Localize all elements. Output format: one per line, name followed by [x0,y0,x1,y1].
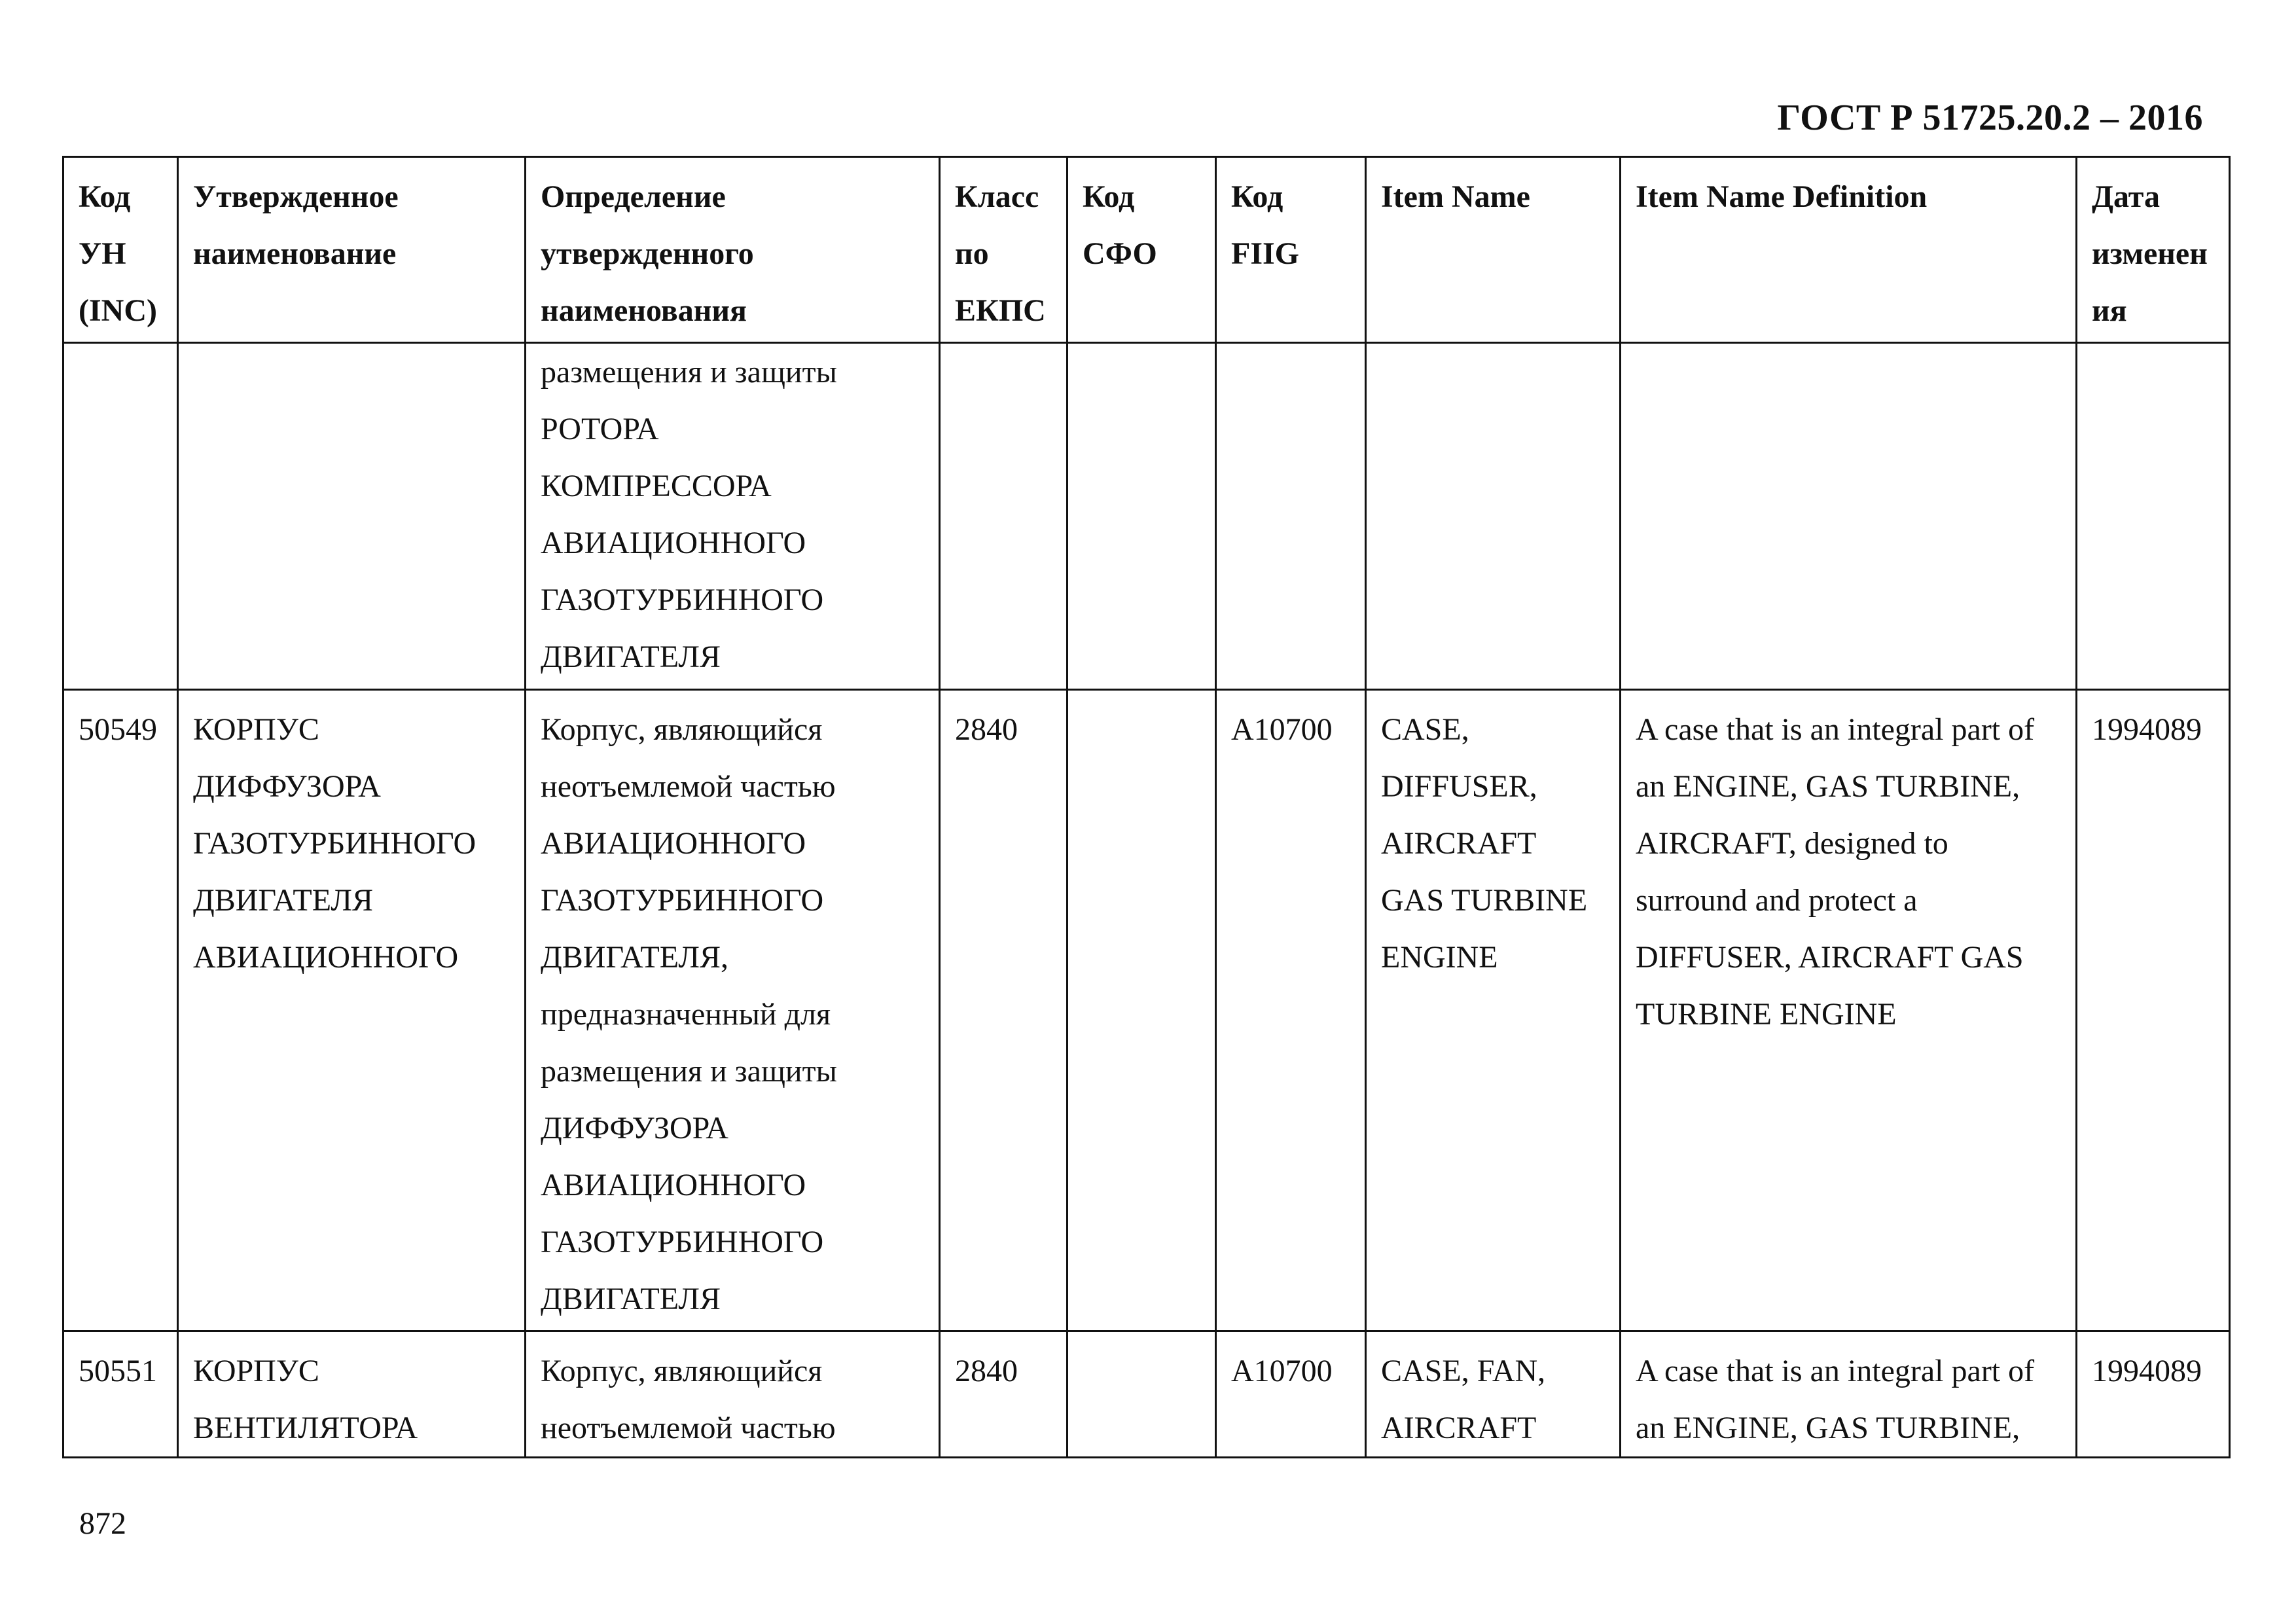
cell-text: an ENGINE, GAS TURBINE, [1636,769,2020,804]
cell-text: АВИАЦИОННОГО [193,940,459,975]
cell-change-date [2077,343,2230,690]
cell-text: КОРПУС [193,1354,319,1388]
cell-text: ДВИГАТЕЛЯ [541,1282,721,1316]
cell-text: an ENGINE, GAS TURBINE, [1636,1411,2020,1445]
header-text: СФО [1083,236,1157,271]
cell-sfo [1067,343,1216,690]
header-text: ия [2092,293,2127,328]
cell-definition [526,1331,940,1458]
cell-text: CASE, FAN, [1381,1354,1546,1388]
cell-text: ГАЗОТУРБИННОГО [541,583,824,617]
cell-text: размещения и защиты [541,1054,837,1089]
cell-text: AIRCRAFT, designed to [1636,826,1948,861]
cell-inc [63,343,178,690]
cell-text: 2840 [955,1354,1018,1388]
header-text: УН [79,236,126,271]
cell-text: ДВИГАТЕЛЯ [193,883,373,918]
cell-text: CASE, [1381,712,1469,747]
cell-text: A case that is an integral part of [1636,1354,2035,1388]
cell-text: ГАЗОТУРБИННОГО [193,826,476,861]
cell-text: КОРПУС [193,712,319,747]
header-cell-fiig [1216,157,1366,343]
cell-text: АВИАЦИОННОГО [541,826,806,861]
cell-text: surround and protect a [1636,883,1918,918]
cell-text: A10700 [1231,1354,1333,1388]
cell-text: ГАЗОТУРБИННОГО [541,1225,824,1259]
header-cell-item-name-definition [1621,157,2077,343]
cell-text: 1994089 [2092,712,2202,747]
header-text: Item Name Definition [1636,179,1928,214]
cell-definition [526,343,940,690]
cell-text: ДИФФУЗОРА [193,769,381,804]
table-row [63,343,2230,690]
cell-fiig [1216,690,1366,1331]
cell-name [178,343,526,690]
header-text: утвержденного [541,236,754,271]
cell-fiig [1216,1331,1366,1458]
cell-text: AIRCRAFT [1381,1411,1537,1445]
header-cell-sfo [1067,157,1216,343]
cell-text: DIFFUSER, AIRCRAFT GAS [1636,940,2024,975]
header-text: изменен [2092,236,2208,271]
cell-text: РОТОРА [541,412,659,446]
cell-text: GAS TURBINE [1381,883,1588,918]
header-row [63,157,2230,343]
cell-text: ГАЗОТУРБИННОГО [541,883,824,918]
cell-definition [526,690,940,1331]
cell-text: 50549 [79,712,157,747]
header-text: по [955,236,989,271]
header-cell-name [178,157,526,343]
cell-item-name [1366,690,1621,1331]
header-text: Дата [2092,179,2160,214]
cell-text: A10700 [1231,712,1333,747]
header-cell-item-name [1366,157,1621,343]
cell-class [940,1331,1067,1458]
cell-item-name [1366,1331,1621,1458]
cell-text: предназначенный для [541,997,831,1032]
cell-sfo [1067,690,1216,1331]
header-text: FIIG [1231,236,1300,271]
cell-item-name-definition [1621,1331,2077,1458]
header-cell-class [940,157,1067,343]
header-text: Код [79,179,131,214]
header-text: наименования [541,293,747,328]
cell-text: ДВИГАТЕЛЯ [541,640,721,674]
cell-text: КОМПРЕССОРА [541,469,772,503]
header-text: Утвержденное [193,179,399,214]
cell-sfo [1067,1331,1216,1458]
cell-text: неотъемлемой частью [541,769,836,804]
cell-text: ENGINE [1381,940,1498,975]
cell-text: размещения и защиты [541,355,837,389]
cell-name [178,690,526,1331]
cell-text: A case that is an integral part of [1636,712,2035,747]
cell-fiig [1216,343,1366,690]
cell-text: АВИАЦИОННОГО [541,526,806,560]
cell-item-name [1366,343,1621,690]
cell-inc [63,690,178,1331]
cell-text: AIRCRAFT [1381,826,1537,861]
document-code: ГОСТ Р 51725.20.2 – 2016 [1777,98,2203,138]
header-cell-change-date [2077,157,2230,343]
cell-text: TURBINE ENGINE [1636,997,1897,1032]
header-cell-definition [526,157,940,343]
cell-name [178,1331,526,1458]
cell-item-name-definition [1621,343,2077,690]
data-table [62,156,2231,1458]
cell-text: Корпус, являющийся [541,712,823,747]
header-text: наименование [193,236,397,271]
cell-text: Корпус, являющийся [541,1354,823,1388]
header-text: Код [1083,179,1135,214]
cell-text: ДВИГАТЕЛЯ, [541,940,728,975]
header-text: (INC) [79,293,157,328]
header-text: Класс [955,179,1039,214]
cell-text: АВИАЦИОННОГО [541,1168,806,1202]
header-cell-inc [63,157,178,343]
header-text: ЕКПС [955,293,1046,328]
cell-text: ДИФФУЗОРА [541,1111,728,1146]
cell-text: 2840 [955,712,1018,747]
cell-change-date [2077,690,2230,1331]
table-row [63,690,2230,1331]
table-row [63,1331,2230,1458]
cell-item-name-definition [1621,690,2077,1331]
cell-inc [63,1331,178,1458]
cell-text: ВЕНТИЛЯТОРА [193,1411,418,1445]
cell-text: неотъемлемой частью [541,1411,836,1445]
page-number: 872 [79,1506,126,1541]
cell-text: 1994089 [2092,1354,2202,1388]
cell-text: 50551 [79,1354,157,1388]
cell-text: DIFFUSER, [1381,769,1537,804]
cell-class [940,343,1067,690]
cell-change-date [2077,1331,2230,1458]
header-text: Код [1231,179,1283,214]
cell-class [940,690,1067,1331]
header-text: Item Name [1381,179,1530,214]
header-text: Определение [541,179,726,214]
